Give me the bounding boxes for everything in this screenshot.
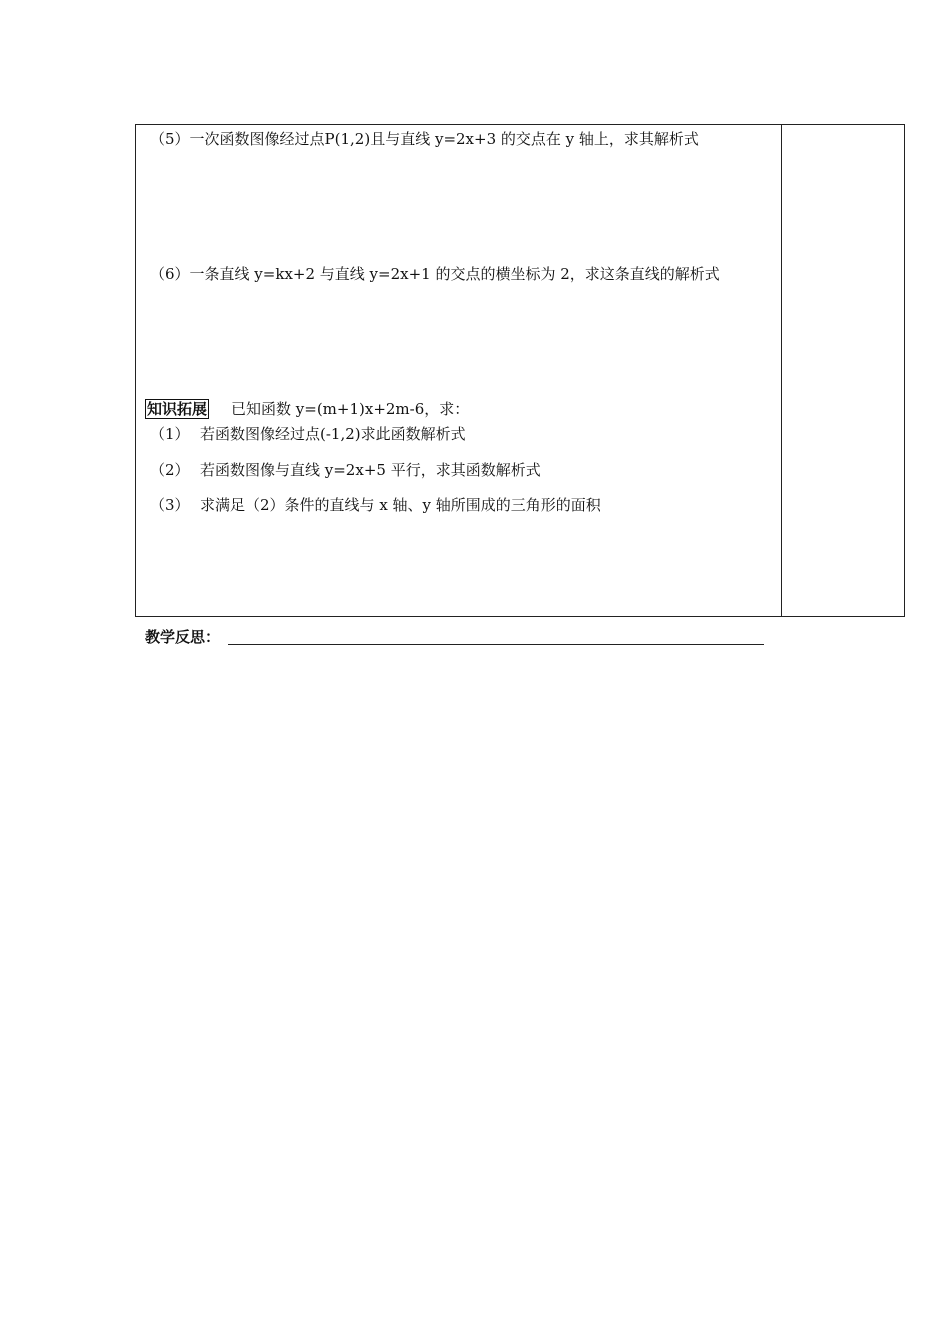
item-number: （2） bbox=[150, 461, 190, 479]
extension-intro: 已知函数 y=(m+1)x+2m-6，求： bbox=[231, 400, 470, 418]
worksheet-table bbox=[135, 124, 905, 617]
extension-header bbox=[145, 399, 469, 419]
item-number: （3） bbox=[150, 496, 190, 514]
item-text: 若函数图像与直线 y=2x+5 平行，求其函数解析式 bbox=[200, 461, 541, 479]
reflection-label: 教学反思： bbox=[145, 628, 221, 646]
item-text: 求满足（2）条件的直线与 x 轴、y 轴所围成的三角形的面积 bbox=[200, 496, 601, 514]
content-cell bbox=[136, 125, 782, 616]
item-text: 若函数图像经过点(-1,2)求此函数解析式 bbox=[200, 425, 466, 443]
extension-item-2 bbox=[150, 460, 541, 480]
teaching-reflection bbox=[145, 627, 220, 647]
item-number: （1） bbox=[150, 425, 190, 443]
extension-item-3 bbox=[150, 495, 601, 515]
notes-cell bbox=[782, 125, 904, 616]
extension-item-1 bbox=[150, 424, 466, 444]
reflection-answer-line[interactable] bbox=[228, 644, 764, 645]
question-6: （6）一条直线 y=kx+2 与直线 y=2x+1 的交点的横坐标为 2，求这条直线的解析式 bbox=[150, 265, 720, 283]
question-5: （5）一次函数图像经过点P(1,2)且与直线 y=2x+3 的交点在 y 轴上，求其解析式 bbox=[150, 130, 699, 148]
extension-label: 知识拓展 bbox=[147, 400, 208, 418]
